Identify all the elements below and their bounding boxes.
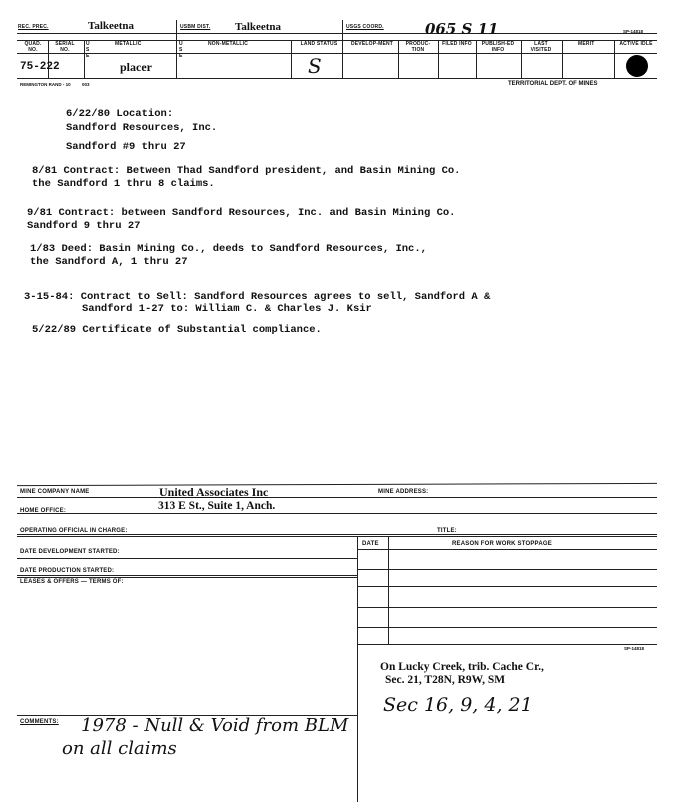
rec-prec-label: REC. PREC. [18, 24, 49, 30]
location-line-2: Sec. 21, T28N, R9W, SM [385, 674, 506, 686]
land-status-label: LAND STATUS [300, 41, 338, 47]
rec-prec-value: Talkeetna [88, 20, 135, 32]
company-name-value: United Associates Inc [159, 485, 269, 499]
note-line: the Sandford 1 thru 8 claims. [32, 178, 215, 190]
form-number-top: SP-14818 [623, 29, 644, 34]
usgs-coord-label: USGS COORD. [346, 24, 384, 30]
non-metallic-label: NON-METALLIC [208, 41, 249, 47]
merit-label: MERIT [578, 41, 595, 47]
note-line: Sandford #9 thru 27 [66, 141, 186, 153]
production-label: PRODUC-TION [405, 41, 431, 53]
date-column-label: DATE [362, 541, 379, 547]
operating-official-label: OPERATING OFFICIAL IN CHARGE: [20, 528, 128, 534]
note-line: 9/81 Contract: between Sandford Resources, Inc. and Basin Mining Co. [27, 207, 456, 219]
note-line: Sandford 9 thru 27 [27, 220, 141, 232]
active-status-dot [626, 55, 648, 77]
last-visited-label: LAST VISITED [530, 41, 552, 53]
work-stoppage-label: REASON FOR WORK STOPPAGE [452, 541, 552, 547]
form-code-label: 003 [82, 82, 90, 87]
home-office-value: 313 E St., Suite 1, Anch. [158, 500, 276, 512]
note-line: Sandford 1-27 to: William C. & Charles J. Ksir [82, 303, 372, 315]
use-label-2: U S E [179, 41, 183, 59]
remington-rand-label: REMINGTON RAND - 10 [20, 82, 71, 87]
metallic-value: placer [120, 60, 152, 74]
usbm-dist-value: Talkeetna [235, 21, 282, 33]
use-label-1: U S E [86, 41, 90, 59]
development-label: DEVELOP-MENT [350, 41, 394, 47]
note-line: Sandford Resources, Inc. [66, 122, 218, 134]
note-line: 5/22/89 Certificate of Substantial compliance. [32, 324, 322, 336]
note-line: 6/22/80 Location: [66, 108, 174, 120]
mine-company-name-label: MINE COMPANY NAME [20, 489, 90, 495]
note-line: 8/81 Contract: Between Thad Sandford president, and Basin Mining Co. [32, 165, 461, 177]
note-line: 3-15-84: Contract to Sell: Sandford Resources agrees to sell, Sandford A & [24, 291, 491, 303]
serial-no-label: SERIAL NO. [55, 41, 75, 53]
date-production-started-label: DATE PRODUCTION STARTED: [20, 568, 115, 574]
filed-info-label: FILED INFO [442, 41, 472, 47]
usgs-coord-value: 065 S 11 [425, 20, 499, 38]
handwritten-comment-1: 1978 - Null & Void from BLM [81, 715, 349, 736]
metallic-label: METALLIC [115, 41, 142, 47]
note-line: 1/83 Deed: Basin Mining Co., deeds to Sandford Resources, Inc., [30, 243, 427, 255]
location-line-1: On Lucky Creek, trib. Cache Cr., [380, 661, 544, 673]
home-office-label: HOME OFFICE: [20, 508, 67, 514]
date-development-started-label: DATE DEVELOPMENT STARTED: [20, 549, 120, 555]
quad-no-label: QUAD. NO. [24, 41, 42, 53]
active-idle-label: ACTIVE IDLE [619, 41, 653, 47]
land-status-value: S [308, 54, 322, 78]
title-label: TITLE: [437, 528, 457, 534]
note-line: the Sandford A, 1 thru 27 [30, 256, 188, 268]
comments-label: COMMENTS: [20, 719, 59, 725]
serial-number-value: 75-222 [20, 61, 60, 73]
handwritten-comment-2: on all claims [62, 738, 177, 759]
handwritten-sections: Sec 16, 9, 4, 21 [383, 694, 533, 716]
usbm-dist-label: USBM DIST. [180, 24, 211, 30]
territorial-dept-label: TERRITORIAL DEPT. OF MINES [508, 81, 598, 87]
form-number-bottom: SP-14818 [624, 646, 645, 651]
mine-address-label: MINE ADDRESS: [378, 489, 429, 495]
leases-offers-label: LEASES & OFFERS — TERMS OF: [20, 579, 124, 585]
published-info-label: PUBLISH-ED INFO [481, 41, 515, 53]
